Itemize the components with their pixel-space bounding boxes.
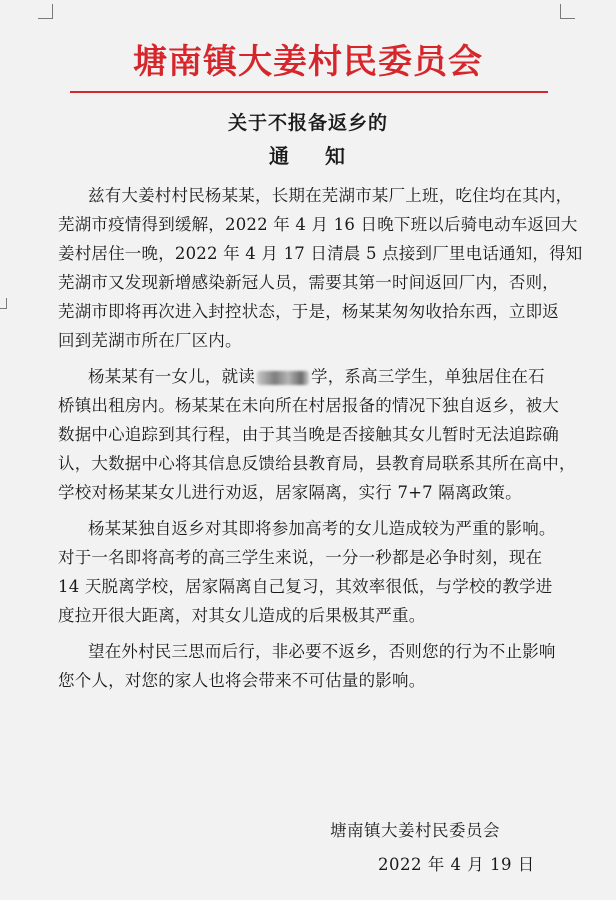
- body-text: 学，系高三学生，单独居住在石: [311, 367, 545, 386]
- notice-heading: [0, 140, 616, 169]
- body-line: 望在外村民三思而后行，非必要不返乡，否则您的行为不止影响: [88, 642, 556, 661]
- signatory: 塘南镇大姜村民委员会: [330, 821, 500, 840]
- paragraph-4: [58, 637, 578, 695]
- body-line: 数据中心追踪到其行程，由于其当晚是否接触其女儿暂时无法追踪确: [58, 425, 559, 444]
- letterhead-rule: [70, 91, 548, 93]
- body-line: 对于一名即将高考的高三学生来说，一分一秒都是必争时刻，现在: [58, 548, 543, 567]
- paragraph-1: [58, 181, 583, 355]
- body-line: 度拉开很大距离，对其女儿造成的后果极其严重。: [58, 606, 426, 625]
- body-line: 桥镇出租房内。杨某某在未向所在村居报备的情况下独自返乡，被大: [58, 396, 559, 415]
- body-line: 14 天脱离学校，居家隔离自己复习，其效率很低，与学校的教学进: [58, 577, 553, 596]
- body-line: 芜湖市又发现新增感染新冠人员，需要其第一时间返回厂内，否则，: [58, 273, 559, 292]
- letterhead-title: 塘南镇大姜村民委员会: [133, 42, 483, 82]
- redacted-school-name: [257, 371, 309, 385]
- crop-mark: [560, 4, 575, 19]
- notice-heading-char: 通: [269, 144, 291, 168]
- notice-heading-char: 知: [325, 144, 347, 168]
- notice-body: [58, 181, 583, 702]
- body-line: 芜湖市即将再次进入封控状态，于是，杨某某匆匆收拾东西，立即返: [58, 302, 559, 321]
- body-line: [58, 362, 578, 391]
- paragraph-3: [58, 514, 578, 630]
- body-line: 回到芜湖市所在厂区内。: [58, 331, 242, 350]
- issue-date: 2022 年 4 月 19 日: [378, 855, 535, 874]
- body-line: 姜村居住一晚，2022 年 4 月 17 日清晨 5 点接到厂里电话通知，得知: [58, 244, 583, 263]
- body-line: 兹有大姜村村民杨某某，长期在芜湖市某厂上班，吃住均在其内，: [88, 186, 573, 205]
- body-line: 芜湖市疫情得到缓解，2022 年 4 月 16 日晚下班以后骑电动车返回大: [58, 215, 578, 234]
- body-line: 杨某某独自返乡对其即将参加高考的女儿造成较为严重的影响。: [88, 519, 556, 538]
- body-line: 您个人，对您的家人也将会带来不可估量的影响。: [58, 671, 426, 690]
- body-text: 杨某某有一女儿，就读: [88, 367, 255, 386]
- body-line: 学校对杨某某女儿进行劝返，居家隔离，实行 7+7 隔离政策。: [58, 483, 522, 502]
- crop-mark: [0, 298, 7, 309]
- crop-mark: [38, 4, 53, 19]
- body-line: 认，大数据中心将其信息反馈给县教育局，县教育局联系其所在高中，: [58, 454, 576, 473]
- notice-subject: 关于不报备返乡的: [227, 112, 388, 134]
- paragraph-2: [58, 362, 578, 507]
